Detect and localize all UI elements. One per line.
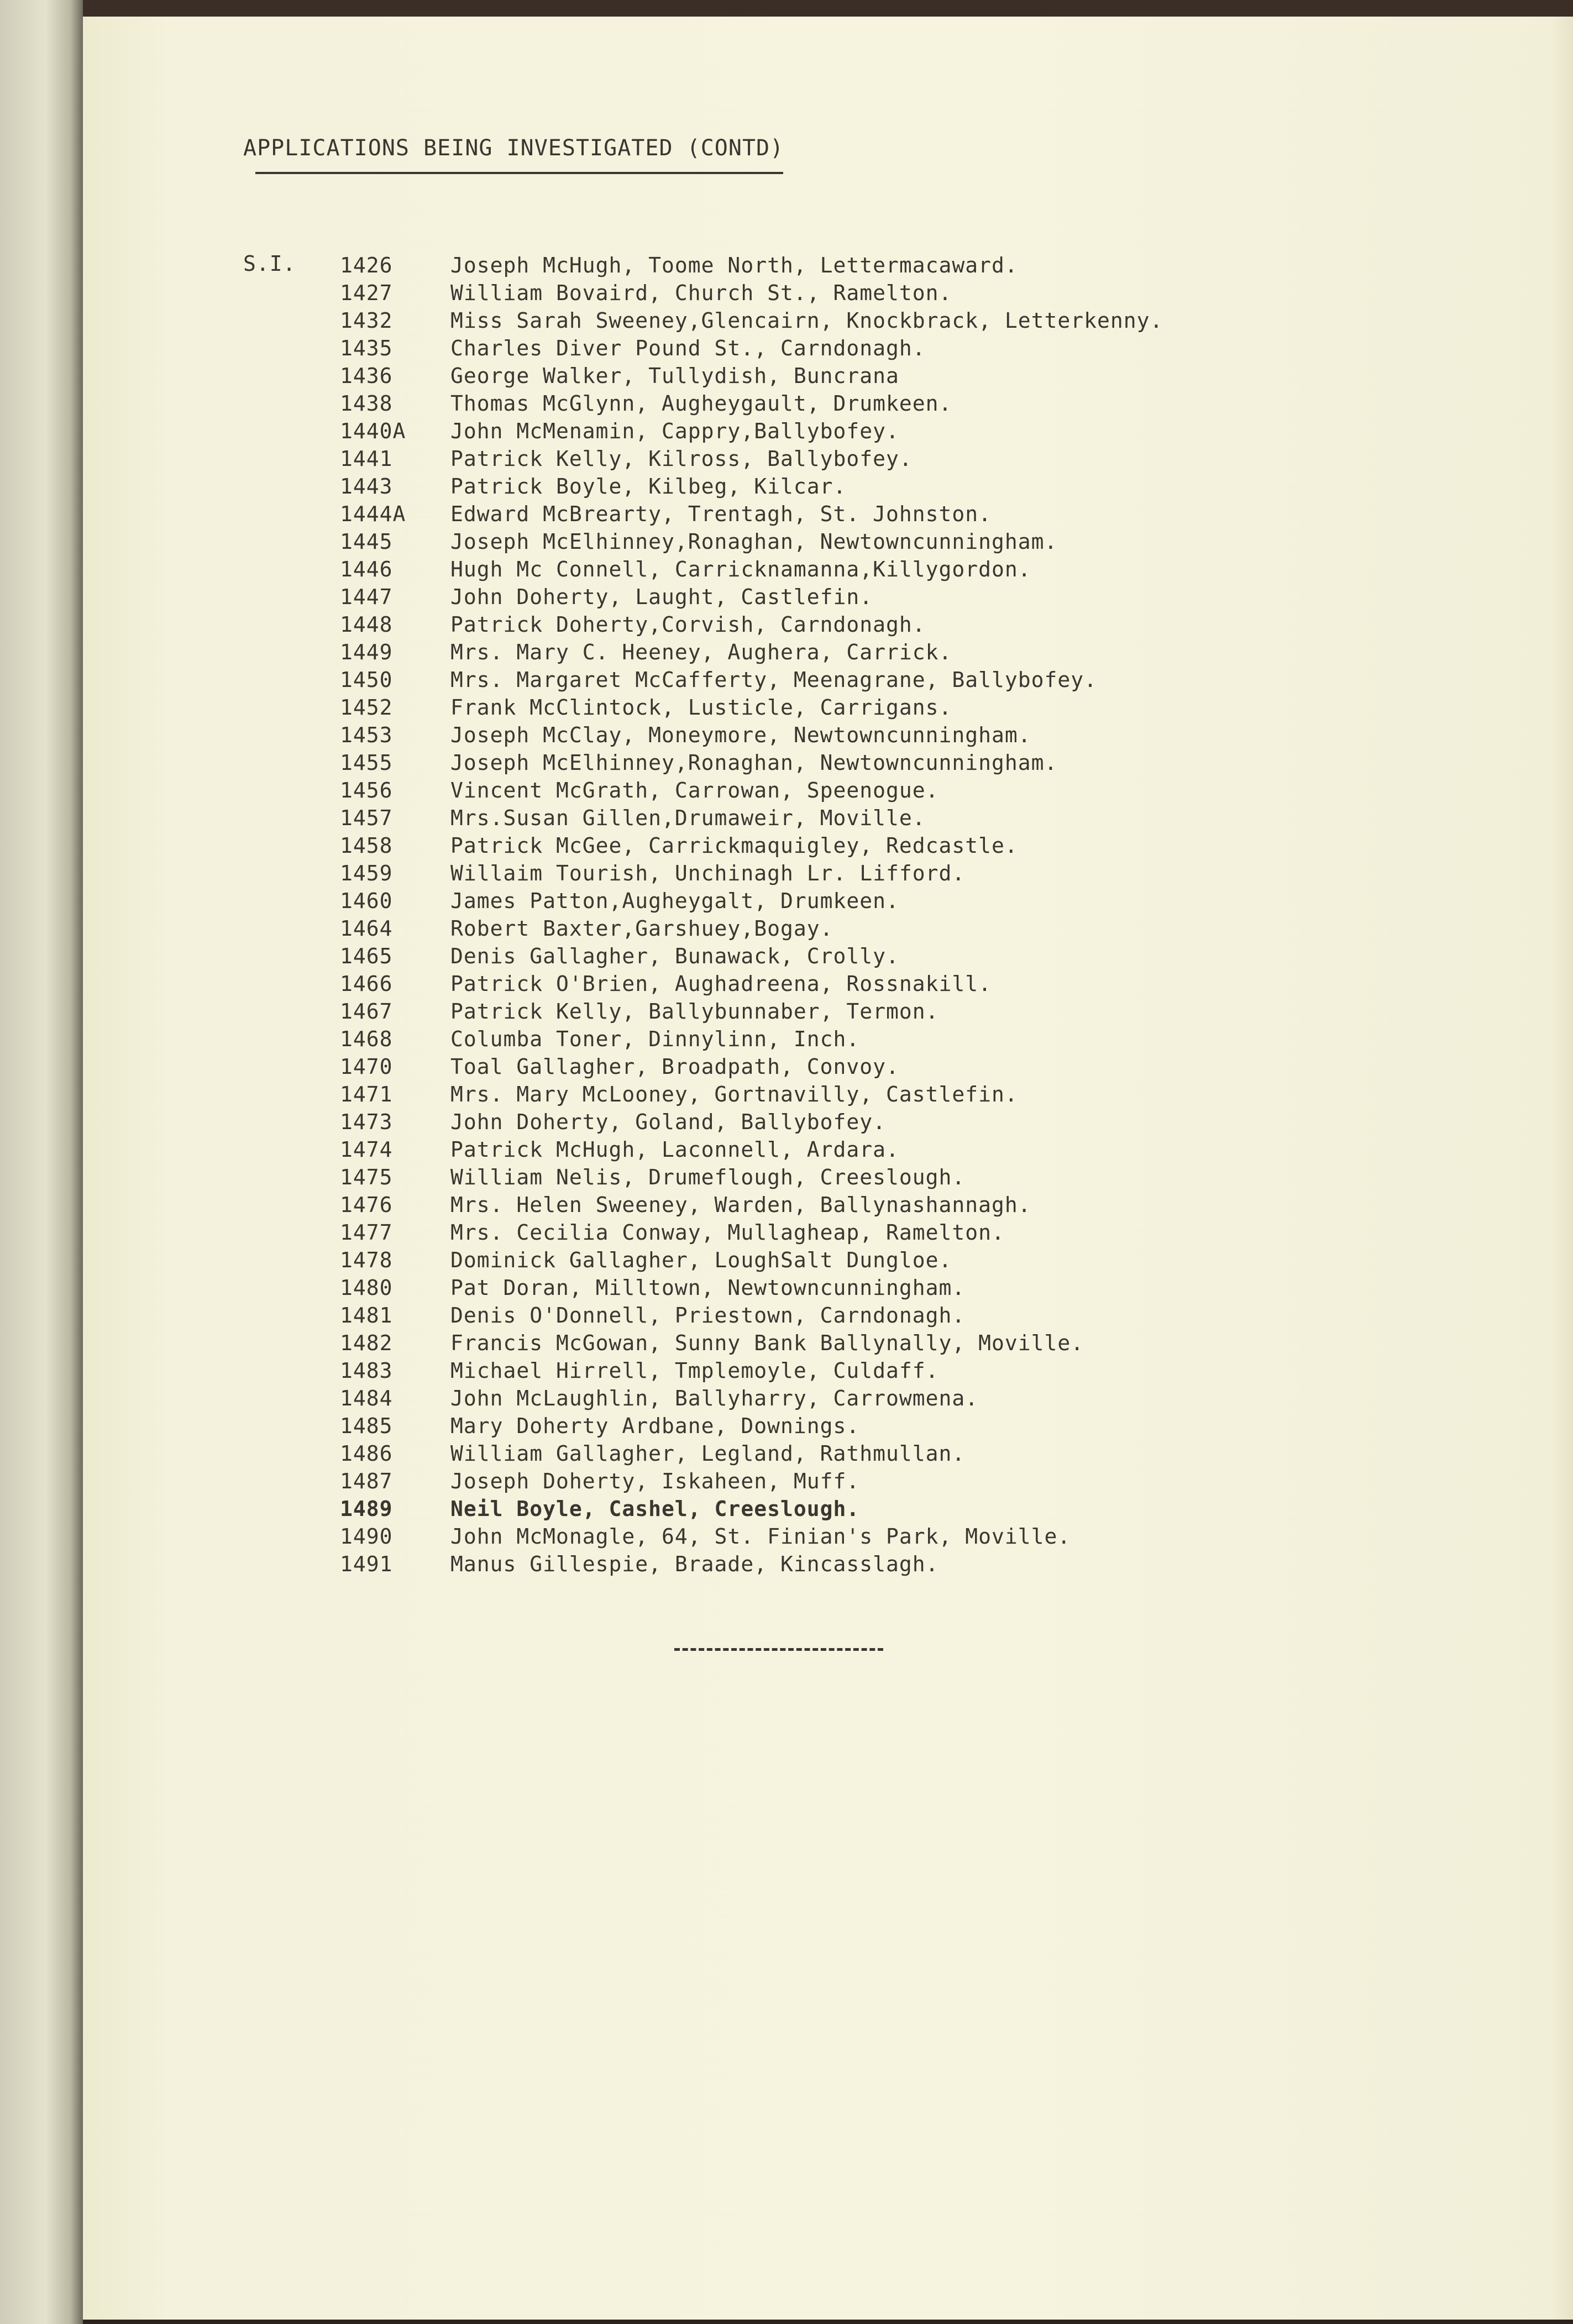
- application-number: 1458: [340, 833, 393, 858]
- applicant-details: Mrs. Helen Sweeney, Warden, Ballynashannagh.: [450, 1193, 1031, 1217]
- applicant-details: Edward McBrearty, Trentagh, St. Johnston.: [450, 502, 992, 526]
- list-item: [340, 1108, 1163, 1136]
- list-item: [340, 887, 1163, 915]
- applicant-details: Columba Toner, Dinnylinn, Inch.: [450, 1027, 860, 1051]
- application-number: 1438: [340, 391, 393, 416]
- application-number: 1457: [340, 806, 393, 830]
- application-number: 1467: [340, 999, 393, 1024]
- list-item: [340, 915, 1163, 942]
- list-item: [340, 279, 1163, 307]
- list-item: [340, 970, 1163, 998]
- list-item: [340, 362, 1163, 390]
- application-number: 1459: [340, 861, 393, 885]
- list-item: [340, 1329, 1163, 1357]
- application-number: 1440A: [340, 419, 406, 443]
- application-number: 1487: [340, 1469, 393, 1493]
- application-number: 1485: [340, 1414, 393, 1438]
- application-number: 1490: [340, 1524, 393, 1549]
- applicant-details: Patrick McGee, Carrickmaquigley, Redcastle.: [450, 833, 1018, 858]
- applicant-details: Francis McGowan, Sunny Bank Ballynally, Moville.: [450, 1331, 1084, 1355]
- applicant-details: Denis O'Donnell, Priestown, Carndonagh.: [450, 1303, 966, 1328]
- list-item: [340, 1384, 1163, 1412]
- scan-bottom-edge: [83, 2320, 1573, 2324]
- applicant-details: Joseph McHugh, Toome North, Lettermacaward.: [450, 253, 1018, 277]
- application-number: 1480: [340, 1276, 393, 1300]
- applicant-details: Hugh Mc Connell, Carricknamanna,Killygordon.: [450, 557, 1031, 581]
- applicant-details: Willaim Tourish, Unchinagh Lr. Lifford.: [450, 861, 966, 885]
- list-item: [340, 694, 1163, 721]
- list-item: [340, 307, 1163, 334]
- application-number: 1474: [340, 1137, 393, 1162]
- applicant-details: Mrs. Cecilia Conway, Mullagheap, Ramelton.: [450, 1220, 1005, 1245]
- applications-list: [340, 251, 1163, 1578]
- applicant-details: Mrs. Margaret McCafferty, Meenagrane, Ballybofey.: [450, 668, 1098, 692]
- application-number: 1452: [340, 695, 393, 720]
- application-number: 1426: [340, 253, 393, 277]
- application-number: 1436: [340, 364, 393, 388]
- applicant-details: John McMonagle, 64, St. Finian's Park, Moville.: [450, 1524, 1071, 1549]
- applicant-details: Miss Sarah Sweeney,Glencairn, Knockbrack, Letterkenny.: [450, 308, 1163, 333]
- list-item: [340, 859, 1163, 887]
- list-item: [340, 555, 1163, 583]
- list-item: [340, 1246, 1163, 1274]
- application-number: 1447: [340, 585, 393, 609]
- applicant-details: Patrick Kelly, Kilross, Ballybofey.: [450, 447, 913, 471]
- applicant-details: Vincent McGrath, Carrowan, Speenogue.: [450, 778, 939, 802]
- applicant-details: Patrick Doherty,Corvish, Carndonagh.: [450, 612, 926, 637]
- list-item: [340, 1219, 1163, 1246]
- applicant-details: Thomas McGlynn, Augheygault, Drumkeen.: [450, 391, 952, 416]
- list-item: [340, 1136, 1163, 1163]
- application-number: 1483: [340, 1358, 393, 1383]
- application-number: 1455: [340, 751, 393, 775]
- applicant-details: Mrs.Susan Gillen,Drumaweir, Moville.: [450, 806, 926, 830]
- list-item: [340, 445, 1163, 473]
- list-item: [340, 583, 1163, 611]
- application-number: 1489: [340, 1497, 393, 1521]
- list-item: [340, 1357, 1163, 1384]
- application-number: 1464: [340, 916, 393, 941]
- application-number: 1478: [340, 1248, 393, 1272]
- application-number: 1465: [340, 944, 393, 968]
- application-number: 1477: [340, 1220, 393, 1245]
- list-item: [340, 1191, 1163, 1219]
- list-item: [340, 417, 1163, 445]
- applicant-details: Mrs. Mary McLooney, Gortnavilly, Castlefin.: [450, 1082, 1018, 1106]
- applicant-details: Pat Doran, Milltown, Newtowncunningham.: [450, 1276, 966, 1300]
- application-number: 1456: [340, 778, 393, 802]
- application-number: 1443: [340, 474, 393, 499]
- list-item: [340, 832, 1163, 859]
- heading-underline: [255, 172, 783, 174]
- application-number: 1475: [340, 1165, 393, 1189]
- list-item: [340, 1274, 1163, 1302]
- applicant-details: John McLaughlin, Ballyharry, Carrowmena.: [450, 1386, 979, 1410]
- application-number: 1482: [340, 1331, 393, 1355]
- list-item: [340, 334, 1163, 362]
- page-edge: [1551, 17, 1573, 2324]
- applicant-details: William Gallagher, Legland, Rathmullan.: [450, 1441, 966, 1466]
- application-number: 1486: [340, 1441, 393, 1466]
- applicant-details: Mrs. Mary C. Heeney, Aughera, Carrick.: [450, 640, 952, 664]
- applicant-details: John Doherty, Goland, Ballybofey.: [450, 1110, 886, 1134]
- list-item: [340, 473, 1163, 500]
- application-number: 1460: [340, 889, 393, 913]
- application-number: 1491: [340, 1552, 393, 1576]
- applicant-details: Joseph Doherty, Iskaheen, Muff.: [450, 1469, 860, 1493]
- list-item: [340, 804, 1163, 832]
- list-item: [340, 1080, 1163, 1108]
- application-number: 1453: [340, 723, 393, 747]
- list-item: [340, 666, 1163, 694]
- series-label: S.I.: [243, 251, 296, 276]
- application-number: 1445: [340, 529, 393, 554]
- list-item: [340, 1495, 1163, 1523]
- application-number: 1446: [340, 557, 393, 581]
- list-item: [340, 1163, 1163, 1191]
- application-number: 1468: [340, 1027, 393, 1051]
- application-number: 1435: [340, 336, 393, 360]
- application-number: 1441: [340, 447, 393, 471]
- applicant-details: Patrick Boyle, Kilbeg, Kilcar.: [450, 474, 847, 499]
- list-item: [340, 1053, 1163, 1080]
- applicant-details: Michael Hirrell, Tmplemoyle, Culdaff.: [450, 1358, 939, 1383]
- application-number: 1466: [340, 972, 393, 996]
- application-number: 1448: [340, 612, 393, 637]
- applicant-details: Robert Baxter,Garshuey,Bogay.: [450, 916, 833, 941]
- list-item: [340, 942, 1163, 970]
- application-number: 1432: [340, 308, 393, 333]
- applicant-details: William Bovaird, Church St., Ramelton.: [450, 281, 952, 305]
- applicant-details: Denis Gallagher, Bunawack, Crolly.: [450, 944, 899, 968]
- list-item: [340, 1440, 1163, 1467]
- list-item: [340, 749, 1163, 777]
- application-number: 1471: [340, 1082, 393, 1106]
- list-item: [340, 1550, 1163, 1578]
- list-item: [340, 500, 1163, 528]
- applicant-details: James Patton,Augheygalt, Drumkeen.: [450, 889, 899, 913]
- applicant-details: Joseph McElhinney,Ronaghan, Newtowncunningham.: [450, 751, 1058, 775]
- applicant-details: Frank McClintock, Lusticle, Carrigans.: [450, 695, 952, 720]
- list-item: [340, 390, 1163, 417]
- applicant-details: Charles Diver Pound St., Carndonagh.: [450, 336, 926, 360]
- application-number: 1450: [340, 668, 393, 692]
- application-number: 1473: [340, 1110, 393, 1134]
- application-number: 1427: [340, 281, 393, 305]
- list-item: [340, 1025, 1163, 1053]
- applicant-details: William Nelis, Drumeflough, Creeslough.: [450, 1165, 966, 1189]
- application-number: 1476: [340, 1193, 393, 1217]
- applicant-details: Toal Gallagher, Broadpath, Convoy.: [450, 1055, 899, 1079]
- list-item: [340, 1302, 1163, 1329]
- book-binding: [0, 0, 83, 2324]
- applicant-details: Patrick O'Brien, Aughadreena, Rossnakill.: [450, 972, 992, 996]
- application-number: 1444A: [340, 502, 406, 526]
- application-number: 1484: [340, 1386, 393, 1410]
- page-heading: APPLICATIONS BEING INVESTIGATED (CONTD): [243, 135, 784, 161]
- applicant-details: John Doherty, Laught, Castlefin.: [450, 585, 873, 609]
- list-item: [340, 1467, 1163, 1495]
- applicant-details: George Walker, Tullydish, Buncrana: [450, 364, 899, 388]
- applicant-details: Patrick Kelly, Ballybunnaber, Termon.: [450, 999, 939, 1024]
- applicant-details: Manus Gillespie, Braade, Kincasslagh.: [450, 1552, 939, 1576]
- applicant-details: Mary Doherty Ardbane, Downings.: [450, 1414, 860, 1438]
- list-item: [340, 721, 1163, 749]
- applicant-details: John McMenamin, Cappry,Ballybofey.: [450, 419, 899, 443]
- applicant-details: Dominick Gallagher, LoughSalt Dungloe.: [450, 1248, 952, 1272]
- applicant-details: Neil Boyle, Cashel, Creeslough.: [450, 1497, 860, 1521]
- applicant-details: Joseph McElhinney,Ronaghan, Newtowncunningham.: [450, 529, 1058, 554]
- application-number: 1470: [340, 1055, 393, 1079]
- list-item: [340, 777, 1163, 804]
- list-item: [340, 638, 1163, 666]
- list-item: [340, 998, 1163, 1025]
- list-item: [340, 1412, 1163, 1440]
- application-number: 1449: [340, 640, 393, 664]
- applicant-details: Patrick McHugh, Laconnell, Ardara.: [450, 1137, 899, 1162]
- applicant-details: Joseph McClay, Moneymore, Newtowncunningham.: [450, 723, 1031, 747]
- list-item: [340, 611, 1163, 638]
- list-item: [340, 1523, 1163, 1550]
- closing-divider: [674, 1648, 883, 1651]
- list-item: [340, 251, 1163, 279]
- application-number: 1481: [340, 1303, 393, 1328]
- list-item: [340, 528, 1163, 555]
